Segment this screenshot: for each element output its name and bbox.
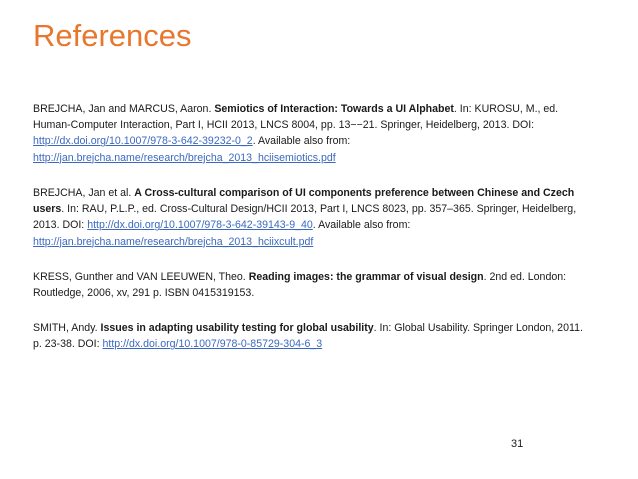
reference-line xyxy=(33,234,576,250)
reference-text: . Available also from: xyxy=(312,219,411,232)
reference-line xyxy=(33,320,583,336)
reference-line xyxy=(33,133,558,149)
reference-link[interactable]: http://jan.brejcha.name/research/brejcha_2013_hciixcult.pdf xyxy=(33,235,314,248)
reference-line xyxy=(33,269,566,285)
reference-text: BREJCHA, Jan et al. xyxy=(33,187,135,199)
reference-text: . In: Global Usability. Springer London, 2011. xyxy=(373,322,583,334)
reference-text: . 2nd ed. London: xyxy=(483,271,567,283)
reference-link[interactable]: http://dx.doi.org/10.1007/978-0-85729-304-6_3 xyxy=(102,338,323,351)
reference-line xyxy=(33,217,576,233)
reference-title: Reading images: the grammar of visual design xyxy=(248,271,484,283)
reference-item xyxy=(33,320,583,352)
reference-text: . In: RAU, P.L.P., ed. Cross-Cultural Design/HCII 2013, Part I, LNCS 8023, pp. 357–365. Springer, Heidelberg, xyxy=(61,203,577,216)
reference-line xyxy=(33,201,576,217)
reference-title: Issues in adapting usability testing for global usability xyxy=(100,322,374,334)
reference-title: users xyxy=(33,203,62,216)
reference-text: 2013. DOI: xyxy=(33,219,88,232)
reference-text: Human-Computer Interaction, Part I, HCII 2013, LNCS 8004, pp. 13−−21. Springer, Heidelberg, 2013. DOI: xyxy=(33,119,535,132)
reference-item xyxy=(33,101,558,166)
reference-text: SMITH, Andy. xyxy=(33,322,101,334)
reference-link[interactable]: http://dx.doi.org/10.1007/978-3-642-39143-9_40 xyxy=(87,219,313,232)
reference-item xyxy=(33,185,576,250)
reference-text: p. 23-38. DOI: xyxy=(33,338,103,351)
page-title: References xyxy=(33,18,192,53)
reference-title: A Cross-cultural comparison of UI components preference between Chinese and Czech xyxy=(134,187,575,199)
reference-text: KRESS, Gunther and VAN LEEUWEN, Theo. xyxy=(33,271,249,283)
reference-text: . In: KUROSU, M., ed. xyxy=(453,103,559,115)
reference-line xyxy=(33,285,566,301)
reference-line xyxy=(33,101,558,117)
reference-line xyxy=(33,117,558,133)
reference-title: Semiotics of Interaction: Towards a UI Alphabet xyxy=(214,103,454,115)
reference-line xyxy=(33,185,576,201)
reference-item xyxy=(33,269,566,301)
reference-link[interactable]: http://dx.doi.org/10.1007/978-3-642-39232-0_2 xyxy=(33,135,253,148)
reference-line xyxy=(33,150,558,166)
reference-text: Routledge, 2006, xv, 291 p. ISBN 0415319153. xyxy=(33,287,255,300)
reference-text: . Available also from: xyxy=(252,135,351,148)
page-number: 31 xyxy=(511,438,524,450)
reference-line xyxy=(33,336,583,352)
reference-text: BREJCHA, Jan and MARCUS, Aaron. xyxy=(33,103,215,115)
reference-link[interactable]: http://jan.brejcha.name/research/brejcha_2013_hciisemiotics.pdf xyxy=(33,151,336,164)
